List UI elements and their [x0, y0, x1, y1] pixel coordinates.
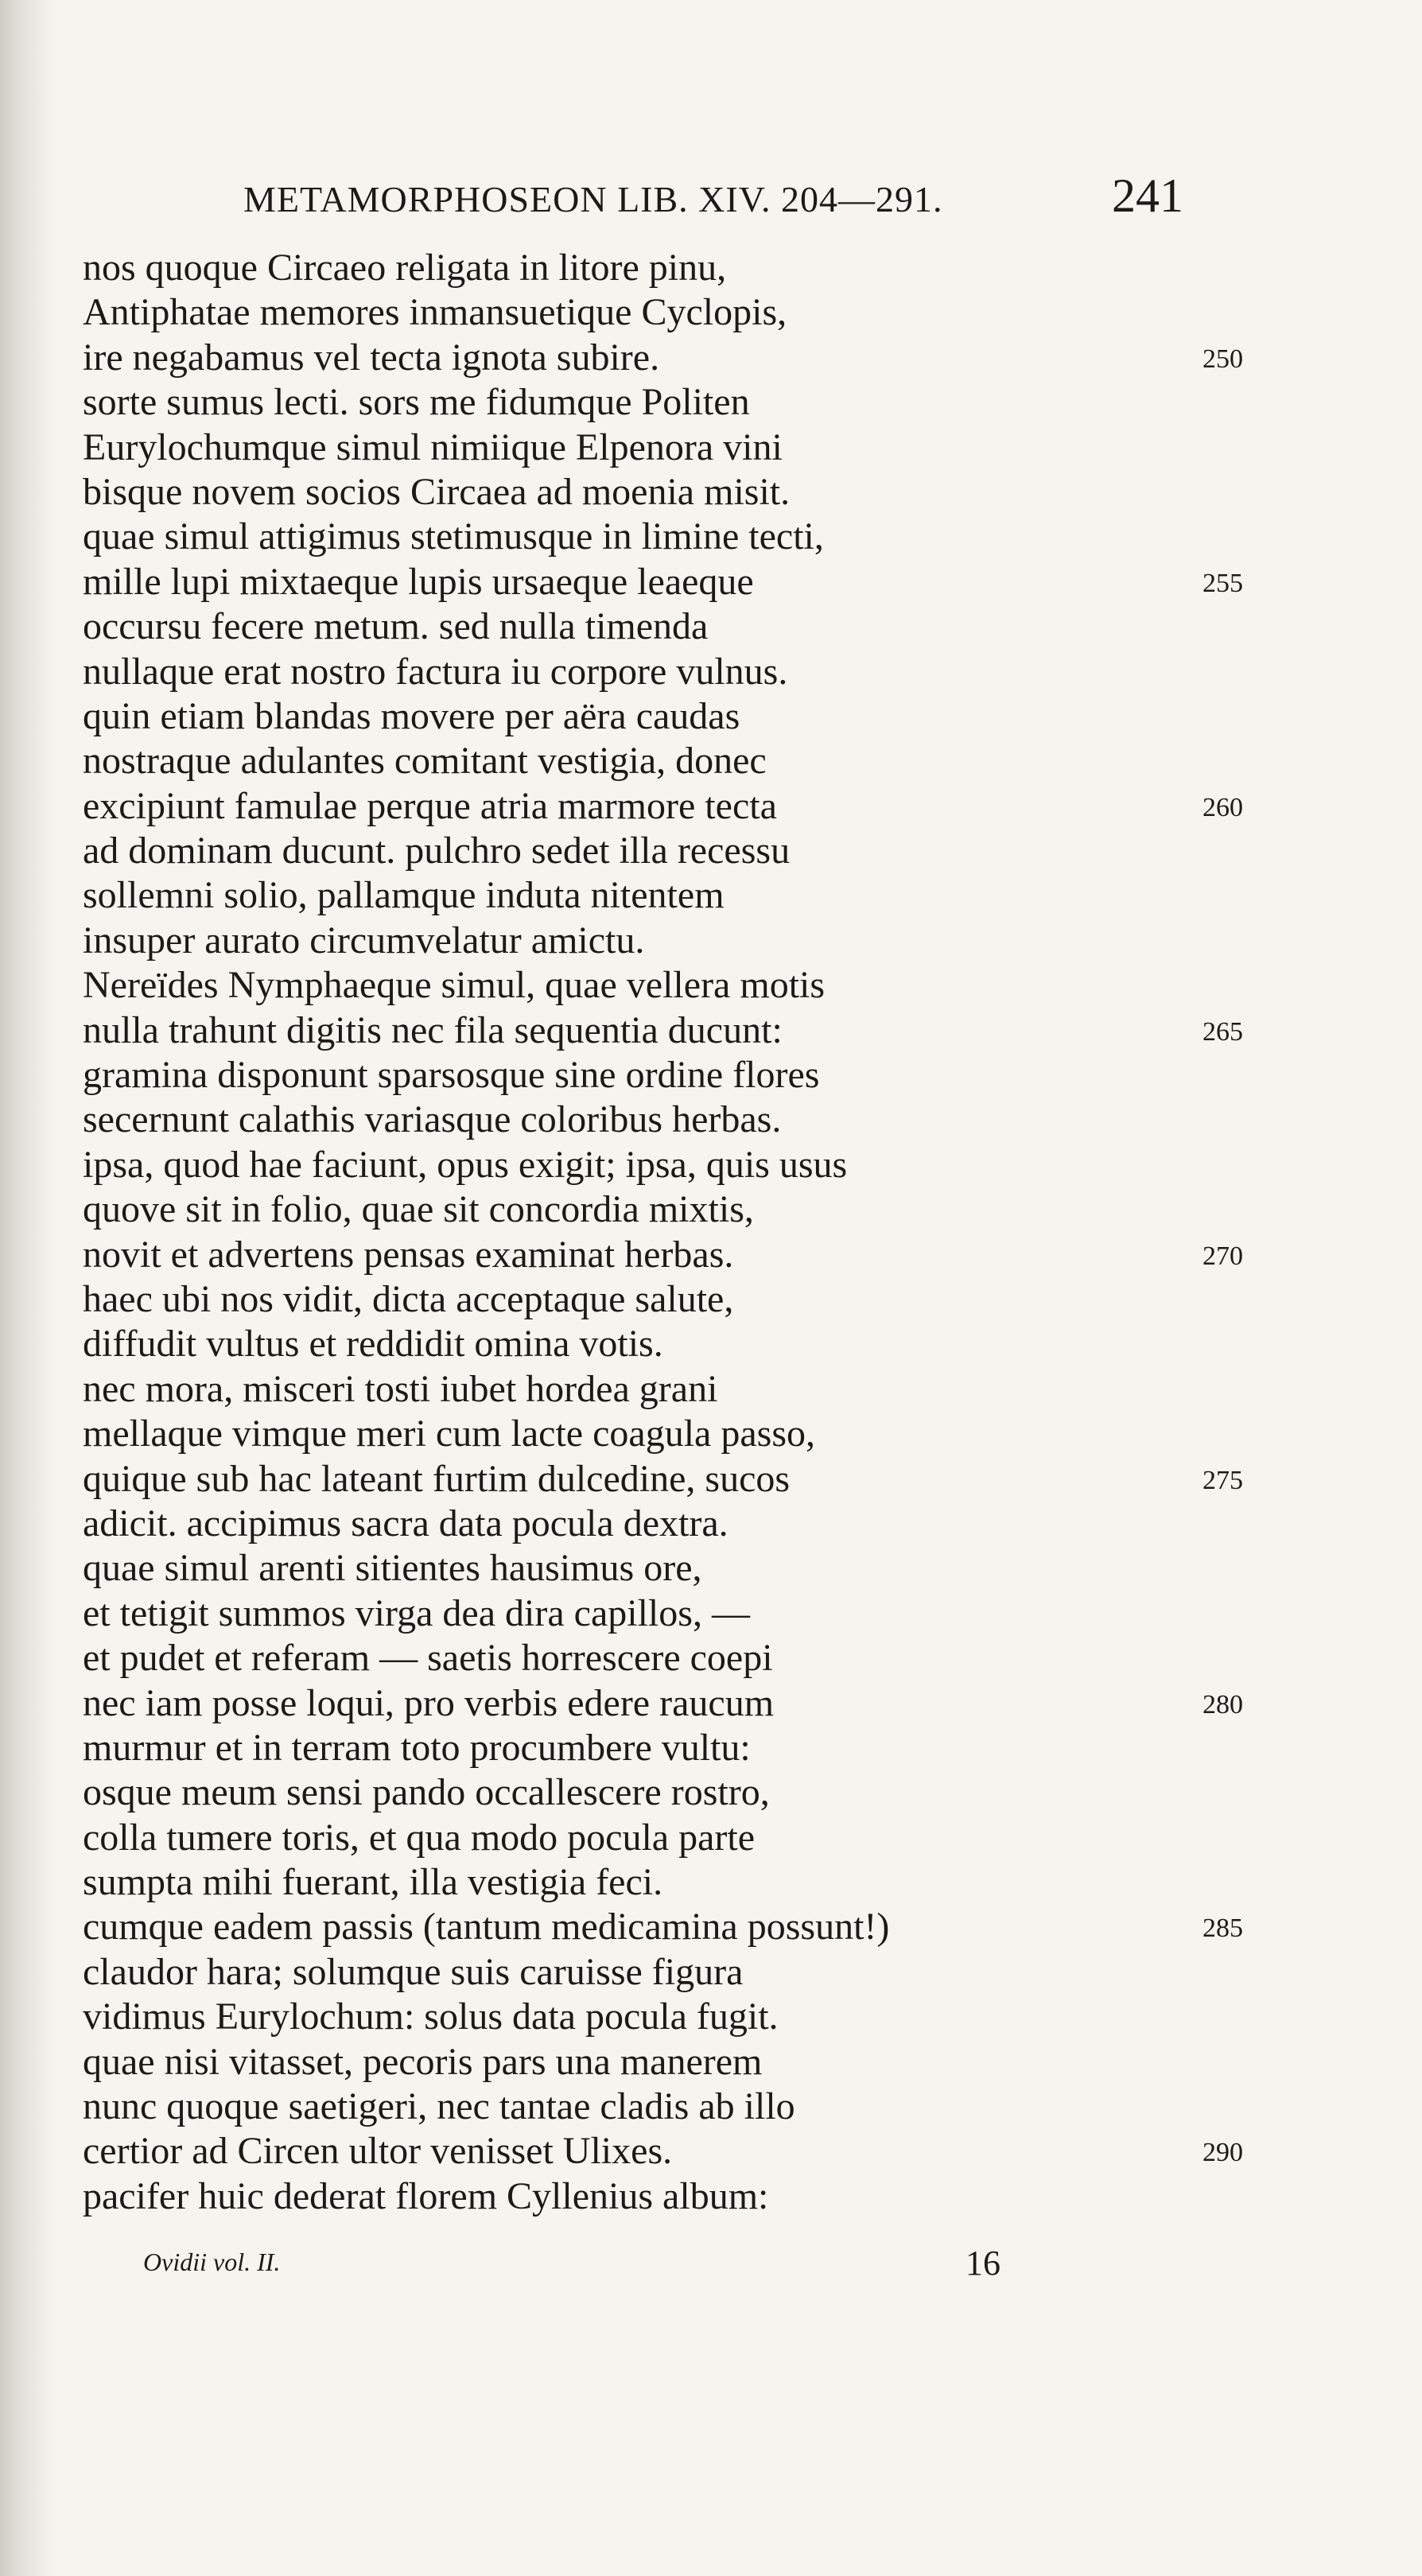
- verse-line: [83, 1098, 1323, 1142]
- verse-text: mille lupi mixtaeque lupis ursaeque leaeque: [83, 560, 754, 603]
- verse-text: sorte sumus lecti. sors me fidumque Politen: [83, 381, 750, 424]
- page-footer: [0, 2243, 1422, 2290]
- verse-line: [83, 1053, 1323, 1098]
- verse-line: [83, 1412, 1323, 1456]
- verse-text: nullaque erat nostro factura iu corpore vulnus.: [83, 650, 788, 693]
- verse-line: [83, 1995, 1323, 2039]
- verse-line: [83, 1502, 1323, 1546]
- page-number: 241: [1112, 169, 1183, 222]
- verse-line: [83, 873, 1323, 918]
- verse-line: [83, 380, 1323, 425]
- verse-text: sollemni solio, pallamque induta nitentem: [83, 874, 725, 917]
- verse-line: [83, 290, 1323, 335]
- verse-text: Nereïdes Nymphaeque simul, quae vellera motis: [83, 964, 826, 1007]
- page-header: [0, 169, 1422, 224]
- verse-line: [83, 1860, 1323, 1905]
- verse-text: diffudit vultus et reddidit omina votis.: [83, 1323, 663, 1366]
- verse-block: [83, 246, 1323, 2219]
- verse-text: occursu fecere metum. sed nulla timenda: [83, 605, 709, 648]
- verse-line: [83, 604, 1323, 649]
- verse-line: [83, 2040, 1323, 2085]
- verse-text: et tetigit summos virga dea dira capillos, —: [83, 1591, 750, 1634]
- verse-text: secernunt calathis variasque coloribus herbas.: [83, 1098, 782, 1141]
- verse-line: [83, 1636, 1323, 1680]
- verse-text: quique sub hac lateant furtim dulcedine, sucos: [83, 1457, 791, 1500]
- line-number: 280: [1202, 1689, 1243, 1719]
- verse-text: ad dominam ducunt. pulchro sedet illa recessu: [83, 830, 791, 872]
- verse-line: [83, 694, 1323, 739]
- verse-line: [83, 246, 1323, 290]
- verse-line: [83, 2174, 1323, 2219]
- verse-line: [83, 1591, 1323, 1636]
- verse-text: vidimus Eurylochum: solus data pocula fugit.: [83, 1995, 779, 2038]
- signature-title: Ovidii vol. II.: [143, 2248, 281, 2276]
- verse-line: [83, 515, 1323, 559]
- verse-text: nec iam posse loqui, pro verbis edere raucum: [83, 1681, 775, 1724]
- verse-text: quove sit in folio, quae sit concordia mixtis,: [83, 1188, 754, 1231]
- verse-line: [83, 650, 1323, 694]
- verse-text: quae simul attigimus stetimusque in limine tecti,: [83, 515, 824, 558]
- verse-line: [83, 829, 1323, 873]
- verse-text: nulla trahunt digitis nec fila sequentia ducunt:: [83, 1008, 783, 1051]
- verse-line: [83, 784, 1323, 829]
- verse-line: [83, 1008, 1323, 1053]
- verse-line: [83, 1905, 1323, 1949]
- line-number: 260: [1202, 792, 1243, 822]
- verse-line: [83, 1681, 1323, 1726]
- line-number: 255: [1202, 568, 1243, 598]
- verse-line: [83, 425, 1323, 470]
- verse-text: nostraque adulantes comitant vestigia, donec: [83, 740, 767, 783]
- verse-text: excipiunt famulae perque atria marmore tecta: [83, 784, 777, 827]
- verse-line: [83, 1770, 1323, 1815]
- verse-text: cumque eadem passis (tantum medicamina possunt!): [83, 1906, 890, 1949]
- line-number: 290: [1202, 2138, 1243, 2168]
- verse-line: [83, 336, 1323, 380]
- verse-text: sumpta mihi fuerant, illa vestigia feci.: [83, 1861, 663, 1904]
- verse-text: quae nisi vitasset, pecoris pars una manerem: [83, 2040, 763, 2083]
- verse-text: Antiphatae memores inmansuetique Cyclopis,: [83, 291, 787, 334]
- verse-line: [83, 2085, 1323, 2129]
- verse-line: [83, 1143, 1323, 1187]
- line-number: 250: [1202, 344, 1243, 374]
- verse-line: [83, 560, 1323, 604]
- verse-line: [83, 1277, 1323, 1322]
- verse-text: nec mora, misceri tosti iubet hordea grani: [83, 1367, 718, 1410]
- verse-line: [83, 1187, 1323, 1232]
- verse-line: [83, 739, 1323, 783]
- verse-line: [83, 470, 1323, 515]
- verse-text: claudor hara; solumque suis caruisse figura: [83, 1950, 744, 1993]
- verse-line: [83, 1816, 1323, 1860]
- verse-text: gramina disponunt sparsosque sine ordine flores: [83, 1054, 820, 1097]
- verse-text: pacifer huic dederat florem Cyllenius album:: [83, 2174, 769, 2217]
- line-number: 285: [1202, 1914, 1243, 1944]
- running-head: METAMORPHOSEON LIB. XIV. 204—291.: [243, 179, 943, 220]
- verse-text: ipsa, quod hae faciunt, opus exigit; ipsa, quis usus: [83, 1143, 848, 1186]
- verse-line: [83, 1367, 1323, 1412]
- verse-text: murmur et in terram toto procumbere vultu:: [83, 1726, 751, 1769]
- verse-text: bisque novem socios Circaea ad moenia misit.: [83, 470, 791, 513]
- verse-line: [83, 2129, 1323, 2174]
- verse-line: [83, 963, 1323, 1008]
- signature-mark: 16: [965, 2244, 1000, 2283]
- verse-line: [83, 1726, 1323, 1770]
- verse-text: quin etiam blandas movere per aëra caudas: [83, 694, 740, 737]
- verse-text: certior ad Circen ultor venisset Ulixes.: [83, 2130, 673, 2173]
- line-number: 265: [1202, 1016, 1243, 1047]
- verse-text: ire negabamus vel tecta ignota subire.: [83, 336, 660, 379]
- line-number: 275: [1202, 1465, 1243, 1495]
- page-gutter-shadow: [0, 0, 56, 2576]
- verse-text: mellaque vimque meri cum lacte coagula passo,: [83, 1412, 815, 1455]
- verse-text: et pudet et referam — saetis horrescere coepi: [83, 1637, 773, 1680]
- line-number: 270: [1202, 1241, 1243, 1271]
- verse-text: nos quoque Circaeo religata in litore pinu,: [83, 247, 727, 289]
- verse-line: [83, 1457, 1323, 1502]
- verse-text: adicit. accipimus sacra data pocula dextra.: [83, 1502, 728, 1544]
- verse-text: Eurylochumque simul nimiique Elpenora vini: [83, 425, 783, 468]
- verse-text: haec ubi nos vidit, dicta acceptaque salute,: [83, 1277, 734, 1320]
- verse-line: [83, 1546, 1323, 1591]
- verse-line: [83, 1322, 1323, 1366]
- verse-text: osque meum sensi pando occallescere rostro,: [83, 1771, 770, 1814]
- verse-text: insuper aurato circumvelatur amictu.: [83, 919, 645, 962]
- verse-text: novit et advertens pensas examinat herbas.: [83, 1233, 734, 1276]
- verse-line: [83, 1950, 1323, 1995]
- verse-text: colla tumere toris, et qua modo pocula parte: [83, 1816, 756, 1859]
- verse-text: nunc quoque saetigeri, nec tantae cladis ab illo: [83, 2085, 795, 2128]
- verse-text: quae simul arenti sitientes hausimus ore,: [83, 1547, 702, 1590]
- verse-line: [83, 919, 1323, 963]
- verse-line: [83, 1233, 1323, 1277]
